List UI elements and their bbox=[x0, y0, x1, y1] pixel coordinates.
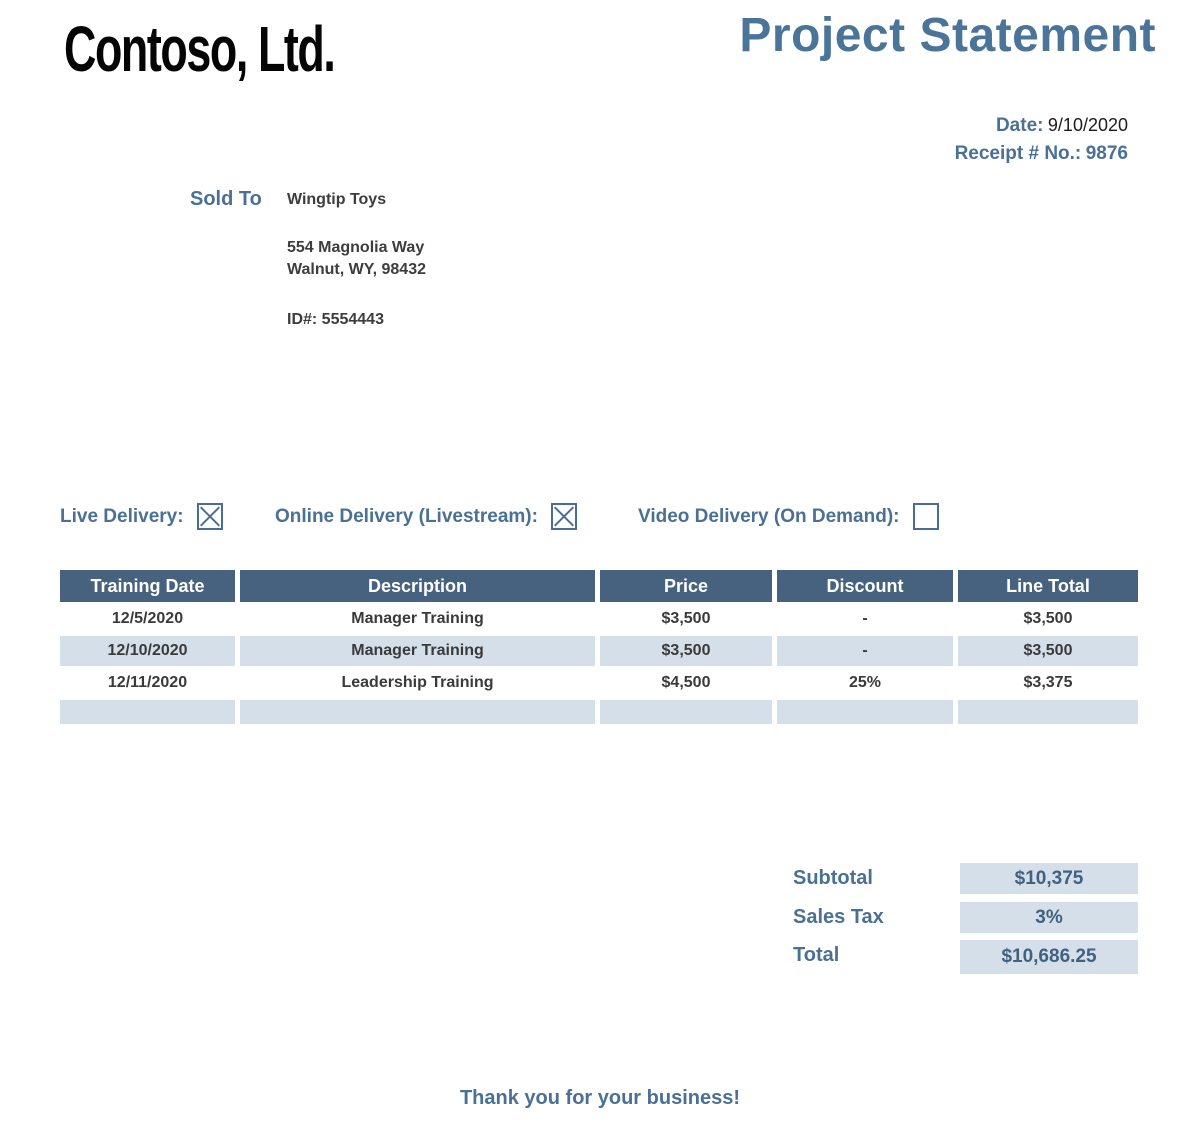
company-logo: Contoso, Ltd. bbox=[64, 13, 335, 85]
cell-price bbox=[600, 700, 772, 724]
receipt-line bbox=[955, 140, 1128, 168]
customer-address-line1: 554 Magnolia Way bbox=[287, 239, 425, 256]
cell-description: Manager Training bbox=[351, 610, 484, 627]
live-delivery-label: Live Delivery: bbox=[60, 505, 184, 527]
header-training-date: Training Date bbox=[60, 570, 235, 602]
sales-tax-label: Sales Tax bbox=[793, 906, 884, 928]
video-delivery-checkbox[interactable] bbox=[913, 503, 939, 530]
table-row bbox=[60, 604, 1138, 634]
cell-discount: 25% bbox=[848, 674, 882, 691]
date-line bbox=[955, 112, 1128, 140]
cell-discount bbox=[777, 700, 953, 724]
delivery-option-online bbox=[275, 503, 577, 530]
thank-you-message: Thank you for your business! bbox=[459, 1087, 741, 1109]
receipt-label: Receipt # No.: bbox=[954, 143, 1082, 164]
cell-training-date: 12/10/2020 bbox=[60, 636, 235, 666]
cell-training-date: 12/11/2020 bbox=[107, 674, 188, 691]
delivery-option-live bbox=[60, 503, 223, 530]
video-delivery-label: Video Delivery (On Demand): bbox=[638, 505, 900, 527]
document-meta bbox=[955, 112, 1128, 168]
customer-id: ID#: 5554443 bbox=[287, 311, 384, 328]
cell-description: Manager Training bbox=[240, 636, 595, 666]
cell-price: $3,500 bbox=[661, 610, 711, 627]
online-delivery-label: Online Delivery (Livestream): bbox=[275, 505, 538, 527]
delivery-option-video bbox=[638, 503, 939, 530]
line-items-table bbox=[60, 570, 1138, 726]
customer-address-line2: Walnut, WY, 98432 bbox=[287, 261, 426, 278]
cell-discount: - bbox=[777, 636, 953, 666]
date-label: Date: bbox=[995, 115, 1044, 136]
sold-to-label: Sold To bbox=[190, 188, 262, 210]
cell-line-total: $3,500 bbox=[958, 636, 1138, 666]
subtotal-label: Subtotal bbox=[793, 867, 873, 889]
total-label: Total bbox=[793, 944, 840, 966]
cell-training-date bbox=[60, 700, 235, 724]
page-title: Project Statement bbox=[739, 9, 1156, 62]
cell-description: Leadership Training bbox=[341, 674, 494, 691]
subtotal-value: $10,375 bbox=[960, 863, 1138, 894]
cell-line-total: $3,375 bbox=[1023, 674, 1073, 691]
header-description: Description bbox=[240, 570, 595, 602]
customer-name: Wingtip Toys bbox=[287, 191, 387, 208]
date-value: 9/10/2020 bbox=[1047, 115, 1128, 135]
checkbox-x-icon bbox=[199, 505, 221, 528]
cell-training-date: 12/5/2020 bbox=[111, 610, 184, 627]
total-value: $10,686.25 bbox=[960, 940, 1138, 974]
table-row bbox=[60, 636, 1138, 666]
cell-discount: - bbox=[862, 610, 868, 627]
table-header-row bbox=[60, 570, 1138, 602]
header-price: Price bbox=[600, 570, 772, 602]
cell-line-total: $3,500 bbox=[1023, 610, 1073, 627]
cell-price: $4,500 bbox=[661, 674, 711, 691]
checkbox-x-icon bbox=[553, 505, 575, 528]
cell-description bbox=[240, 700, 595, 724]
header-discount: Discount bbox=[777, 570, 953, 602]
sales-tax-value: 3% bbox=[960, 902, 1138, 933]
live-delivery-checkbox[interactable] bbox=[197, 503, 223, 530]
online-delivery-checkbox[interactable] bbox=[551, 503, 577, 530]
cell-line-total bbox=[958, 700, 1138, 724]
header-line-total: Line Total bbox=[958, 570, 1138, 602]
cell-price: $3,500 bbox=[600, 636, 772, 666]
table-row bbox=[60, 668, 1138, 698]
receipt-number: 9876 bbox=[1085, 143, 1128, 164]
table-row-empty bbox=[60, 700, 1138, 724]
